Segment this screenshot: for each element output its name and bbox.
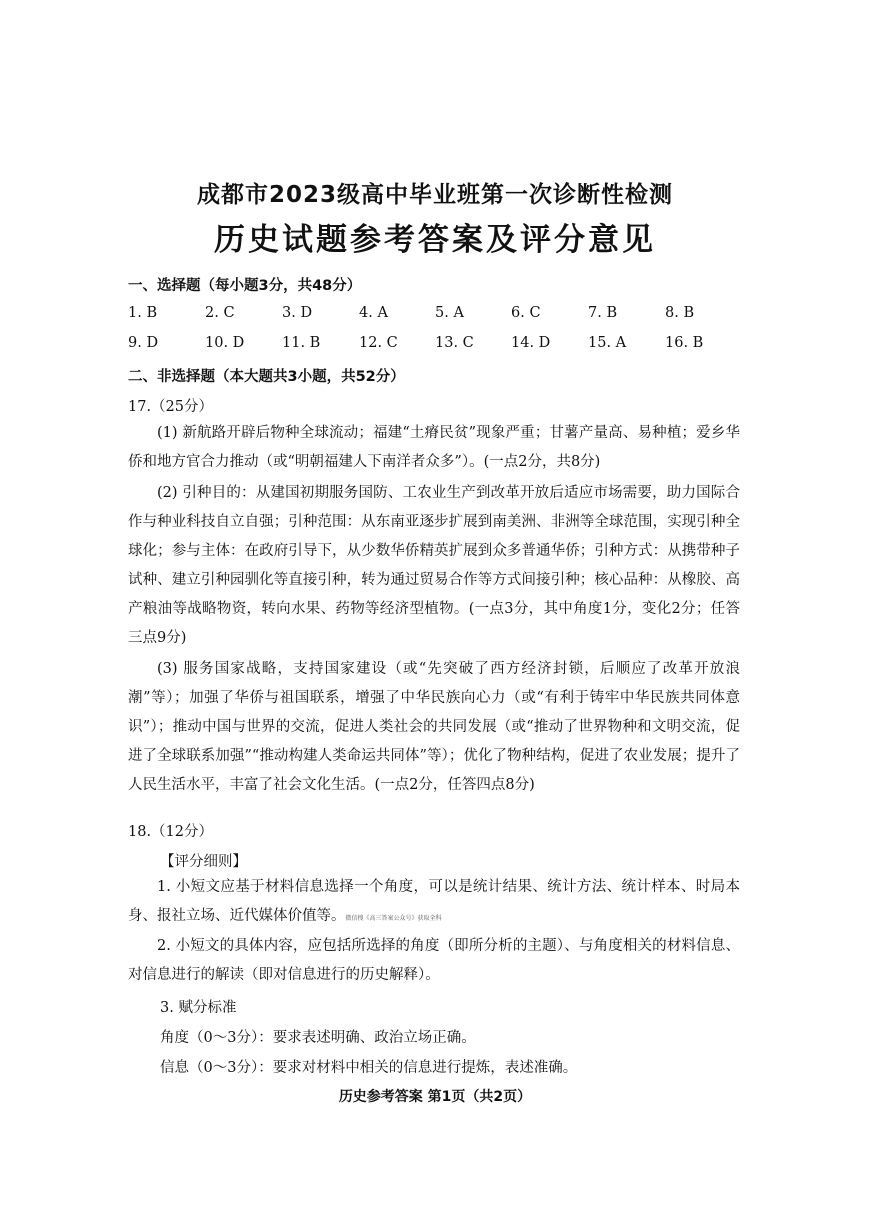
criterion-information: 信息（0～3分）：要求对材料中相关的信息进行提炼，表述准确。	[160, 1060, 578, 1076]
q18-rule-2: 2. 小短文的具体内容，应包括所选择的角度（即所分析的主题）、与角度相关的材料信息、对信息进行的解读（即对信息进行的历史解释）。	[128, 938, 740, 983]
exam-title: 成都市2023级高中毕业班第一次诊断性检测	[196, 182, 673, 208]
page-footer: 历史参考答案 第1页（共2页）	[338, 1089, 532, 1105]
question-18-label: 18.（12分）	[128, 824, 214, 840]
answer-item: 12. C	[359, 335, 398, 351]
answer-item: 8. B	[665, 305, 695, 321]
answer-item: 16. B	[665, 335, 704, 351]
answer-item: 4. A	[359, 305, 388, 321]
answer-item: 13. C	[435, 335, 474, 351]
part2-heading: 二、非选择题（本大题共3小题，共52分）	[128, 369, 405, 385]
q17-answer-2: (2) 引种目的：从建国初期服务国防、工农业生产到改革开放后适应市场需要，助力国际合作与种业科技自立自强；引种范围：从东南亚逐步扩展到南美洲、非洲等全球范围，实现引种全球化；参与主体：在政府引导下，从少数华侨精英扩展到众多普通华侨；引种方式：从携带种子试种、建立引种园驯化等直接引种，转为通过贸易合作等方式间接引种；核心品种：从橡胶、高产粮油等战略物资，转向水果、药物等经济型植物。(一点3分，其中角度1分，变化2分；任答三点9分)	[128, 485, 740, 646]
answer-item: 11. B	[282, 335, 321, 351]
question-17-label: 17.（25分）	[128, 399, 214, 415]
q18-rule-3: 3. 赋分标准	[160, 1000, 237, 1016]
answer-item: 1. B	[128, 305, 158, 321]
watermark-text: 微信搜《高三答案公众号》获取全科	[345, 915, 442, 922]
answer-item: 2. C	[205, 305, 235, 321]
answer-item: 9. D	[128, 335, 159, 351]
answer-item: 14. D	[511, 335, 551, 351]
part1-heading: 一、选择题（每小题3分，共48分）	[128, 278, 362, 294]
answer-item: 7. B	[588, 305, 618, 321]
document-title: 历史试题参考答案及评分意见	[214, 222, 656, 258]
answer-item: 10. D	[205, 335, 245, 351]
q17-answer-3: (3) 服务国家战略，支持国家建设（或“先突破了西方经济封锁，后顺应了改革开放浪潮”等）；加强了华侨与祖国联系，增强了中华民族向心力（或“有利于铸牢中华民族共同体意识”）；推动中国与世界的交流，促进人类社会的共同发展（或“推动了世界物种和文明交流，促进了全球联系加强”“推动构建人类命运共同体”等）；优化了物种结构，促进了农业发展；提升了人民生活水平，丰富了社会文化生活。(一点2分，任答四点8分)	[128, 661, 740, 793]
scoring-rules-heading: 【评分细则】	[160, 854, 247, 870]
criterion-angle: 角度（0～3分）：要求表述明确、政治立场正确。	[160, 1030, 476, 1046]
answer-item: 5. A	[435, 305, 464, 321]
answer-item: 3. D	[282, 305, 313, 321]
q17-answer-1: (1) 新航路开辟后物种全球流动；福建“土瘠民贫”现象严重；甘薯产量高、易种植；爱乡华侨和地方官合力推动（或“明朝福建人下南洋者众多”）。(一点2分，共8分)	[128, 425, 740, 470]
q18-rule-1	[128, 873, 740, 933]
answer-item: 6. C	[511, 305, 541, 321]
rule-1-text: 1. 小短文应基于材料信息选择一个角度，可以是统计结果、统计方法、统计样本、时局本身、报社立场、近代媒体价值等。	[128, 879, 740, 924]
answer-item: 15. A	[588, 335, 627, 351]
